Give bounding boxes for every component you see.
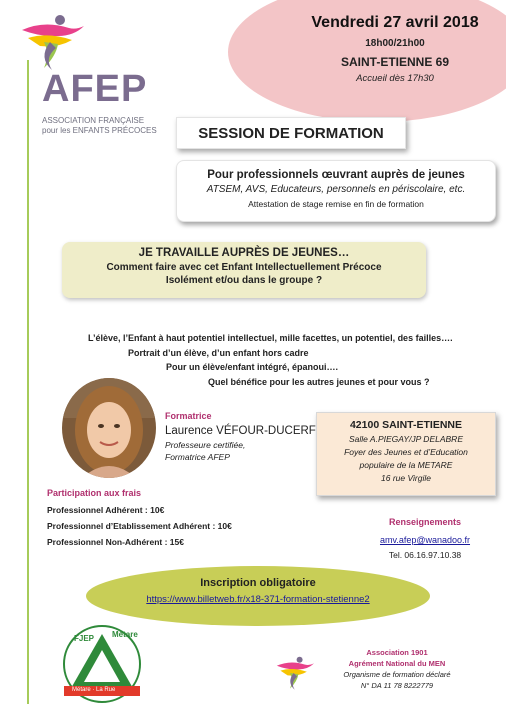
registration-link[interactable]: https://www.billetweb.fr/x18-371-formation-stetienne2 xyxy=(146,594,370,605)
event-welcome: Accueil dès 17h30 xyxy=(356,73,434,84)
theme-line-1: Comment faire avec cet Enfant Intellectuellement Précoce xyxy=(106,262,382,273)
trainer-name: Laurence VÉFOUR-DUCERF xyxy=(165,425,316,437)
logo-subtitle-1: ASSOCIATION FRANÇAISE xyxy=(42,116,145,125)
audience-title: Pour professionnels œuvrant auprès de jeunes xyxy=(207,169,465,181)
body-line-3: Pour un élève/enfant intégré, épanoui…. xyxy=(166,362,339,372)
afep-logo xyxy=(8,8,178,143)
session-title: SESSION DE FORMATION xyxy=(198,124,384,142)
fees-title: Participation aux frais xyxy=(47,488,142,498)
address-line-4: 16 rue Virgile xyxy=(381,473,431,483)
address-line-1: Salle A.PIEGAY/JP DELABRE xyxy=(348,434,463,444)
footer-association: Association 1901 xyxy=(366,648,428,657)
theme-title: JE TRAVAILLE AUPRÈS DE JEUNES… xyxy=(138,247,350,259)
fjep-title: FJEP xyxy=(74,634,95,643)
address-line-3: populaire de la METARE xyxy=(359,460,453,470)
fee-item: Professionnel d’Etablissement Adhérent : 10€ xyxy=(47,521,232,531)
footer xyxy=(322,648,472,690)
body-line-1: L’élève, l’Enfant à haut potentiel intellectuel, mille facettes, un potentiel, des failles…. xyxy=(88,333,453,343)
logo-name: AFEP xyxy=(42,68,148,110)
audience-list: ATSEM, AVS, Educateurs, personnels en périscolaire, etc. xyxy=(206,184,466,195)
trainer-title-1: Professeure certifiée, xyxy=(165,440,246,450)
registration-ellipse xyxy=(86,566,430,626)
logo-subtitle-2: pour les ENFANTS PRÉCOCES xyxy=(42,126,157,135)
contact-title: Renseignements xyxy=(388,517,462,527)
body-line-4: Quel bénéfice pour les autres jeunes et pour vous ? xyxy=(208,377,430,387)
address-city: 42100 SAINT-ETIENNE xyxy=(349,419,463,431)
event-time: 18h00/21h00 xyxy=(365,38,425,49)
contact-email-link[interactable]: amv.afep@wanadoo.fr xyxy=(379,535,471,545)
afep-small-logo xyxy=(272,652,320,694)
audience-attestation: Attestation de stage remise en fin de formation xyxy=(248,199,424,209)
trainer-photo xyxy=(62,378,156,478)
address-line-2: Foyer des Jeunes et d’Education xyxy=(344,447,468,457)
footer-organisme: Organisme de formation déclaré xyxy=(343,670,451,679)
dancing-figure-icon xyxy=(14,12,94,72)
trainer-title-2: Formatrice AFEP xyxy=(165,452,230,462)
fjep-place: Métare xyxy=(112,630,138,639)
event-city: SAINT-ETIENNE 69 xyxy=(340,55,450,69)
contact-block xyxy=(360,517,490,560)
contact-phone: Tel. 06.16.97.10.38 xyxy=(388,550,462,560)
registration-title: Inscription obligatoire xyxy=(200,577,316,589)
address-box xyxy=(316,412,496,496)
body-line-2: Portrait d’un élève, d’un enfant hors cadre xyxy=(128,348,309,358)
fjep-logo xyxy=(54,620,150,704)
dancing-figure-icon xyxy=(272,652,320,694)
event-date: Vendredi 27 avril 2018 xyxy=(311,14,479,31)
trainer-role: Formatrice xyxy=(165,411,212,421)
fee-item: Professionnel Adhérent : 10€ xyxy=(47,505,165,515)
logo-vertical-line xyxy=(27,60,29,704)
footer-da-number: N° DA 11 78 8222779 xyxy=(360,681,434,690)
event-info xyxy=(290,14,500,84)
session-title-box xyxy=(176,117,406,149)
theme-box xyxy=(62,242,426,298)
audience-box xyxy=(176,160,496,222)
fee-item: Professionnel Non-Adhérent : 15€ xyxy=(47,537,184,547)
fjep-ribbon: Métare · La Rue xyxy=(72,687,116,693)
theme-line-2: Isolément et/ou dans le groupe ? xyxy=(165,275,323,286)
footer-agrement: Agrément National du MEN xyxy=(348,659,446,668)
